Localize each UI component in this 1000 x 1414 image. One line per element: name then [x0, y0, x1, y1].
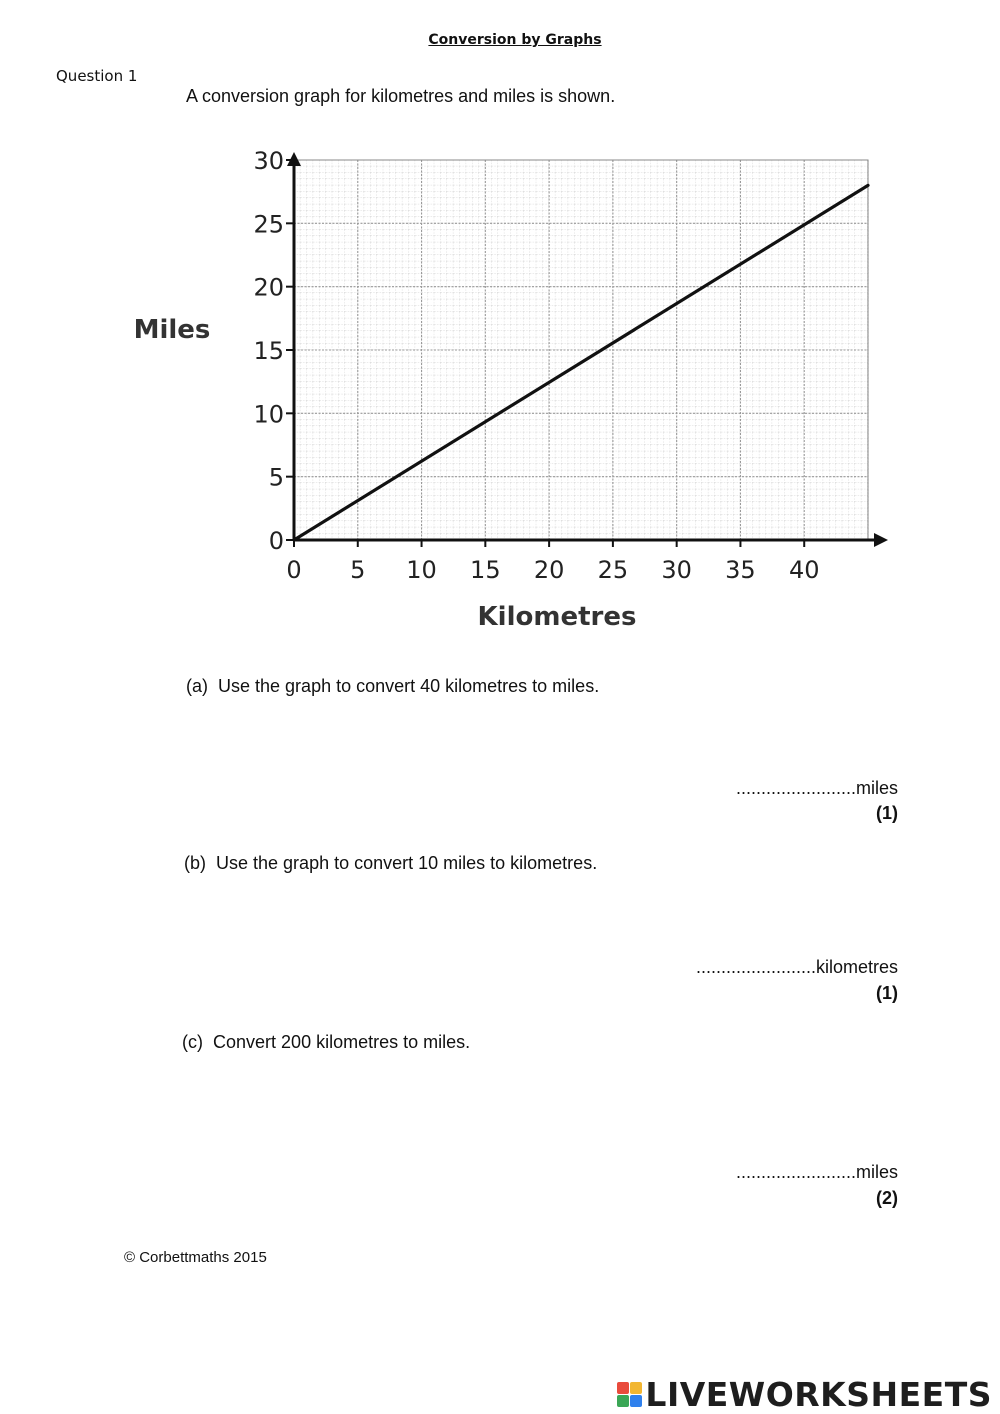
marks-c: (2) — [876, 1188, 898, 1208]
x-tick-label: 0 — [286, 556, 302, 584]
part-b-text: Use the graph to convert 10 miles to kilometres. — [216, 853, 598, 873]
y-axis-label: Miles — [133, 315, 211, 345]
y-tick-label: 15 — [253, 337, 284, 365]
liveworksheets-logo-icon — [617, 1382, 642, 1407]
worksheet-title: Conversion by Graphs — [428, 32, 602, 48]
y-tick-labels — [253, 147, 294, 555]
x-tick-label: 35 — [725, 556, 756, 584]
x-tick-label: 20 — [533, 556, 565, 584]
y-tick-label: 10 — [253, 400, 284, 429]
x-tick-label: 15 — [470, 556, 501, 584]
y-tick-label: 0 — [268, 527, 284, 555]
answer-line-b[interactable]: ........................kilometres — [695, 957, 898, 977]
part-c-label: (c) — [182, 1032, 203, 1052]
copyright: © Corbettmaths 2015 — [124, 1249, 267, 1266]
part-a — [186, 676, 599, 697]
part-c — [182, 1032, 470, 1053]
y-tick-label: 30 — [253, 147, 284, 175]
y-tick-label: 25 — [253, 210, 284, 239]
liveworksheets-logo[interactable] — [617, 1375, 992, 1414]
answer-line-a[interactable]: ........................miles — [735, 778, 898, 798]
conversion-graph — [0, 0, 1000, 650]
marks-b: (1) — [876, 983, 898, 1003]
y-tick-label: 5 — [268, 463, 284, 492]
x-axis-arrow — [874, 533, 888, 547]
part-b — [184, 853, 597, 874]
answer-line-c[interactable]: ........................miles — [735, 1162, 898, 1182]
x-tick-label: 5 — [350, 556, 366, 584]
x-tick-label: 40 — [788, 556, 820, 584]
question-label: Question 1 — [56, 67, 138, 85]
x-tick-label: 30 — [661, 556, 692, 584]
x-tick-label: 25 — [597, 556, 629, 584]
part-a-text: Use the graph to convert 40 kilometres to miles. — [218, 676, 600, 696]
x-tick-labels — [286, 540, 819, 584]
part-c-text: Convert 200 kilometres to miles. — [213, 1032, 471, 1052]
y-tick-label: 20 — [253, 273, 284, 302]
marks-a: (1) — [876, 803, 898, 823]
brand-name: LIVEWORKSHEETS — [645, 1375, 992, 1414]
part-a-label: (a) — [186, 676, 208, 696]
part-b-label: (b) — [184, 853, 206, 873]
x-tick-label: 10 — [406, 556, 437, 584]
question-intro: A conversion graph for kilometres and miles is shown. — [186, 86, 616, 106]
x-axis-label: Kilometres — [477, 602, 637, 632]
